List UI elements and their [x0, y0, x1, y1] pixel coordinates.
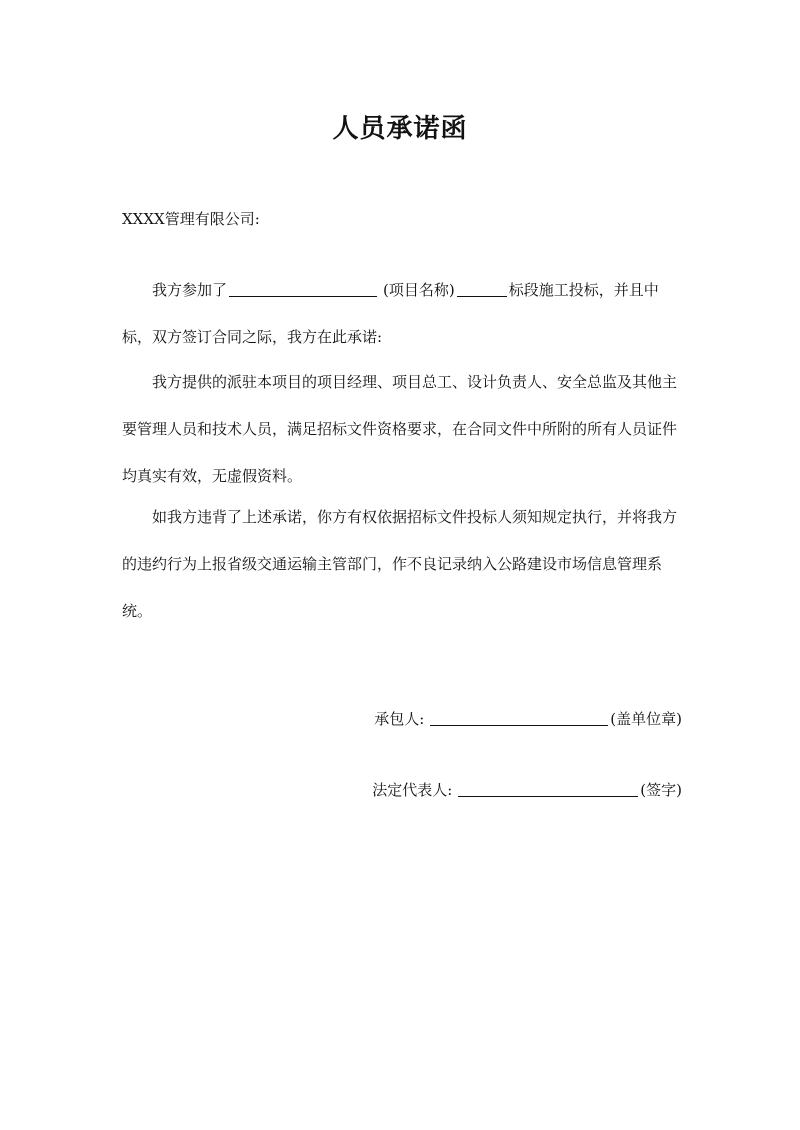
paragraph-violation — [122, 494, 682, 635]
legal-rep-signature-line — [372, 779, 682, 800]
legal-rep-note: (签字) — [640, 781, 682, 799]
document-title: 人员承诺函 — [332, 114, 468, 144]
participation-prefix: 我方参加了 — [152, 281, 228, 299]
contractor-blank — [430, 709, 608, 726]
violation-text: 如我方违背了上述承诺，你方有权依据招标文件投标人须知规定执行，并将我方的违约行为上报省级交通运输主管部门，作不良记录纳入公路建设市场信息管理系统。 — [122, 508, 678, 620]
contractor-label: 承包人: — [374, 710, 425, 728]
paragraph-personnel-commitment — [122, 359, 682, 500]
personnel-commitment-text: 我方提供的派驻本项目的项目经理、项目总工、设计负责人、安全总监及其他主要管理人员和技术人员，满足招标文件资格要求，在合同文件中所附的所有人员证件均真实有效，无虚假资料。 — [122, 373, 678, 485]
contractor-signature-line — [374, 708, 682, 729]
section-blank — [457, 280, 507, 297]
project-name-blank — [229, 280, 377, 297]
salutation: XXXX管理有限公司: — [122, 210, 260, 228]
contractor-note: (盖单位章) — [610, 710, 682, 728]
participation-suffix: 标段施工投标，并且中标，双方签订合同之际，我方在此承诺: — [122, 281, 659, 346]
paragraph-participation — [122, 267, 682, 361]
legal-rep-blank — [458, 780, 638, 797]
legal-rep-label: 法定代表人: — [372, 781, 453, 799]
project-name-label: (项目名称) — [383, 281, 455, 299]
